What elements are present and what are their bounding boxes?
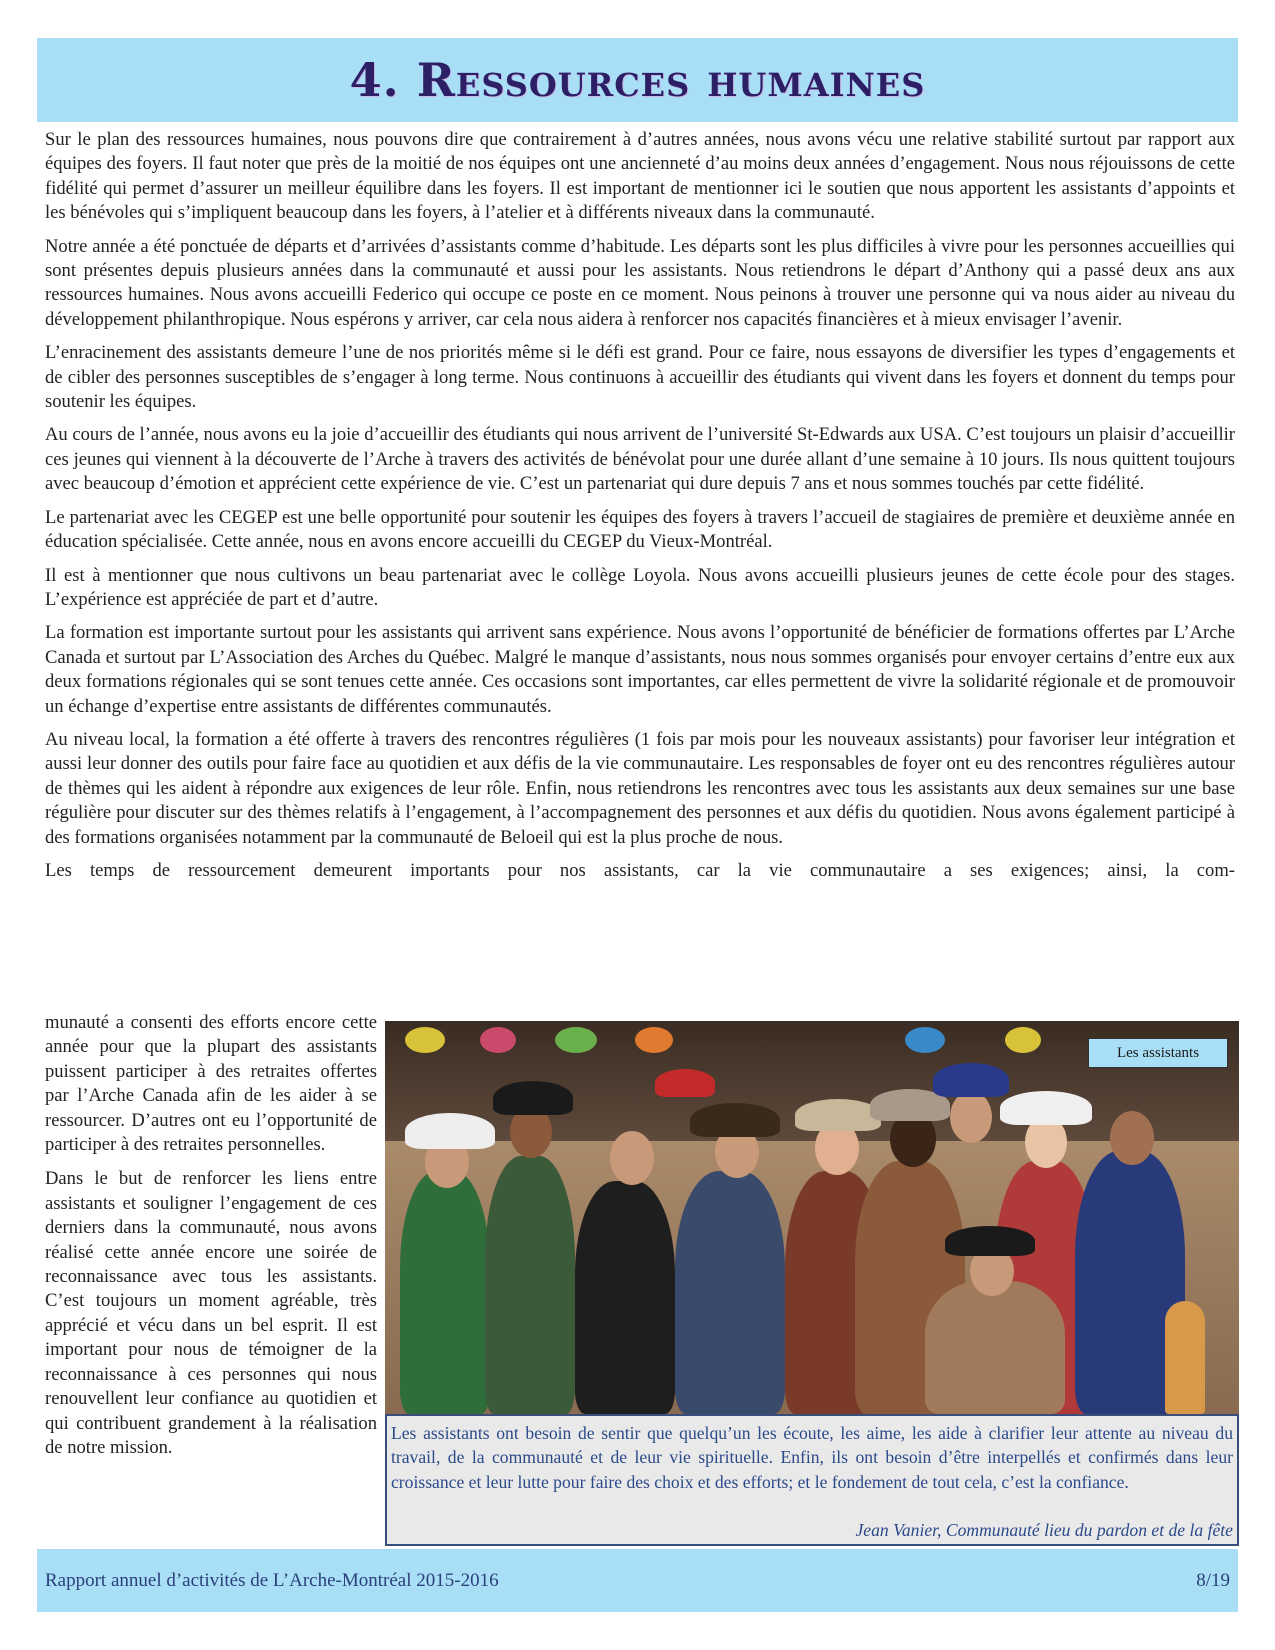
paragraph: Au cours de l’année, nous avons eu la joie d’accueillir des étudiants qui nous arrivent de l’université St-Edwards aux USA. C’est toujours un plaisir d’accueillir ces jeunes qui viennent à la découverte de l’Arche à travers des activités de bénévolat pour une durée allant d’une semaine à 10 jours. Ils nous quittent toujours avec beaucoup d’émotion et apprécient cette expérience de vie. C’est un partenariat qui dure depuis 7 ans et nous sommes touchés par cette fidélité. [45, 424, 1235, 495]
paragraph: Sur le plan des ressources humaines, nous pouvons dire que contrairement à d’autres années, nous avons vécu une relative stabilité surtout par rapport aux équipes des foyers. Il faut noter que près de la moitié de nos équipes ont une ancienneté d’au moins deux années d’engagement. Nous nous réjouissons de cette fidélité qui permet d’assurer un meilleur équilibre dans les foyers. Il est important de mentionner ici le soutien que nous apportent les assistants d’appoints et les bénévoles qui s’impliquent beaucoup dans les foyers, à l’atelier et à différents niveaux dans la communauté. [45, 129, 1235, 224]
left-column [45, 1011, 377, 1470]
body-text [45, 128, 1235, 883]
footer-report-title: Rapport annuel d’activités de L’Arche-Montréal 2015-2016 [45, 1569, 499, 1591]
paragraph: Il est à mentionner que nous cultivons un beau partenariat avec le collège Loyola. Nous avons accueilli plusieurs jeunes de cette école pour des stages. L’expérience est appréciée de part et d’autre. [45, 564, 1235, 610]
footer-band [37, 1549, 1238, 1612]
paragraph: Notre année a été ponctuée de départs et d’arrivées d’assistants comme d’habitude. Les départs sont les plus difficiles à vivre pour les personnes accueillies qui sont présentes depuis plusieurs années dans la communauté et aussi pour les assistants. Nous retiendrons le départ d’Anthony qui a passé deux ans aux ressources humaines. Nous avons accueilli Federico qui occupe ce poste en ce moment. Nous peinons à trouver une personne qui va nous aider au niveau du développement philanthropique. Nous espérons y arriver, car cela nous aidera à renforcer nos capacités financières et à mieux envisager l’avenir. [45, 235, 1235, 330]
quote-text: Les assistants ont besoin de sentir que quelqu’un les écoute, les aime, les aide à clarifier leur attente au niveau du travail, de la communauté et de leur vie spirituelle. Enfin, ils ont besoin d’être interpellés et confirmés dans leur croissance et leur lutte pour faire des choix et des efforts; et le fondement de tout cela, c’est la confiance. [391, 1423, 1233, 1492]
photo-label: Les assistants [1088, 1038, 1228, 1068]
paragraph: Dans le but de renforcer les liens entre assistants et souligner l’engagement de ces derniers dans la communauté, nous avons réalisé cette année encore une soirée de reconnaissance avec tous les assistants. C’est toujours un moment agréable, très apprécié et vécu dans un bel esprit. Il est important pour nous de témoigner de la reconnaissance à ces personnes qui nous renouvellent leur confiance au quotidien et qui contribuent grandement à la réalisation de notre mission. [45, 1168, 377, 1458]
paragraph: munauté a consenti des efforts encore cette année pour que la plupart des assistants puissent participer à des retraites offertes par l’Arche Canada afin de les aider à se ressourcer. D’autres ont eu l’opportunité de participer à des retraites personnelles. [45, 1012, 377, 1156]
paragraph: Le partenariat avec les CEGEP est une belle opportunité pour soutenir les équipes des foyers à travers l’accueil de stagiaires de première et deuxième année en éducation spécialisée. Cette année, nous en avons encore accueilli du CEGEP du Vieux-Montréal. [45, 506, 1235, 553]
quote-box [385, 1414, 1239, 1546]
paragraph: Au niveau local, la formation a été offerte à travers des rencontres régulières (1 fois par mois pour les nouveaux assistants) pour favoriser leur intégration et aussi leur donner des outils pour faire face au quotidien et aux défis de la vie communautaire. Les responsables de foyer ont eu des rencontres régulières autour de thèmes qui les aident à répondre aux exigences de leur rôle. Enfin, nous retiendrons les rencontres avec tous les assistants aux deux semaines sur une base régulière pour discuter sur des thèmes relatifs à l’engagement, à l’accompagnement des personnes et aux défis du quotidien. Nous avons également participé à des formations organisées notamment par la communauté de Beloeil qui est la plus proche de nous. [45, 728, 1235, 848]
group-photo [385, 1021, 1239, 1414]
page-number: 8/19 [1196, 1569, 1230, 1591]
paragraph: La formation est importante surtout pour les assistants qui arrivent sans expérience. Nous avons l’opportunité de bénéficier de formations offertes par L’Arche Canada et surtout par L’Association des Arches du Québec. Malgré le manque d’assistants, nous nous sommes organisés pour envoyer certains d’entre eux aux deux formations régionales qui se sont tenues cette année. Ces occasions sont importantes, car elles permettent de vivre la solidarité régionale et de promouvoir un échange d’expertise entre assistants de différentes communautés. [45, 622, 1235, 717]
page-title: 4. Ressources humaines [349, 53, 926, 107]
quote-source: Jean Vanier, Communauté lieu du pardon et de la fête [855, 1519, 1233, 1540]
wrap-paragraph-first-line: Les temps de ressourcement demeurent importants pour nos assistants, car la vie communautaire a ses exigences; ainsi, la com- [45, 859, 1235, 881]
header-band [37, 38, 1238, 122]
paragraph: L’enracinement des assistants demeure l’une de nos priorités même si le défi est grand. Pour ce faire, nous essayons de diversifier les types d’engagements et de cibler des personnes susceptibles de s’engager à long terme. Nous continuons à accueillir des étudiants qui vivent dans les foyers et donnent du temps pour soutenir les équipes. [45, 342, 1235, 413]
